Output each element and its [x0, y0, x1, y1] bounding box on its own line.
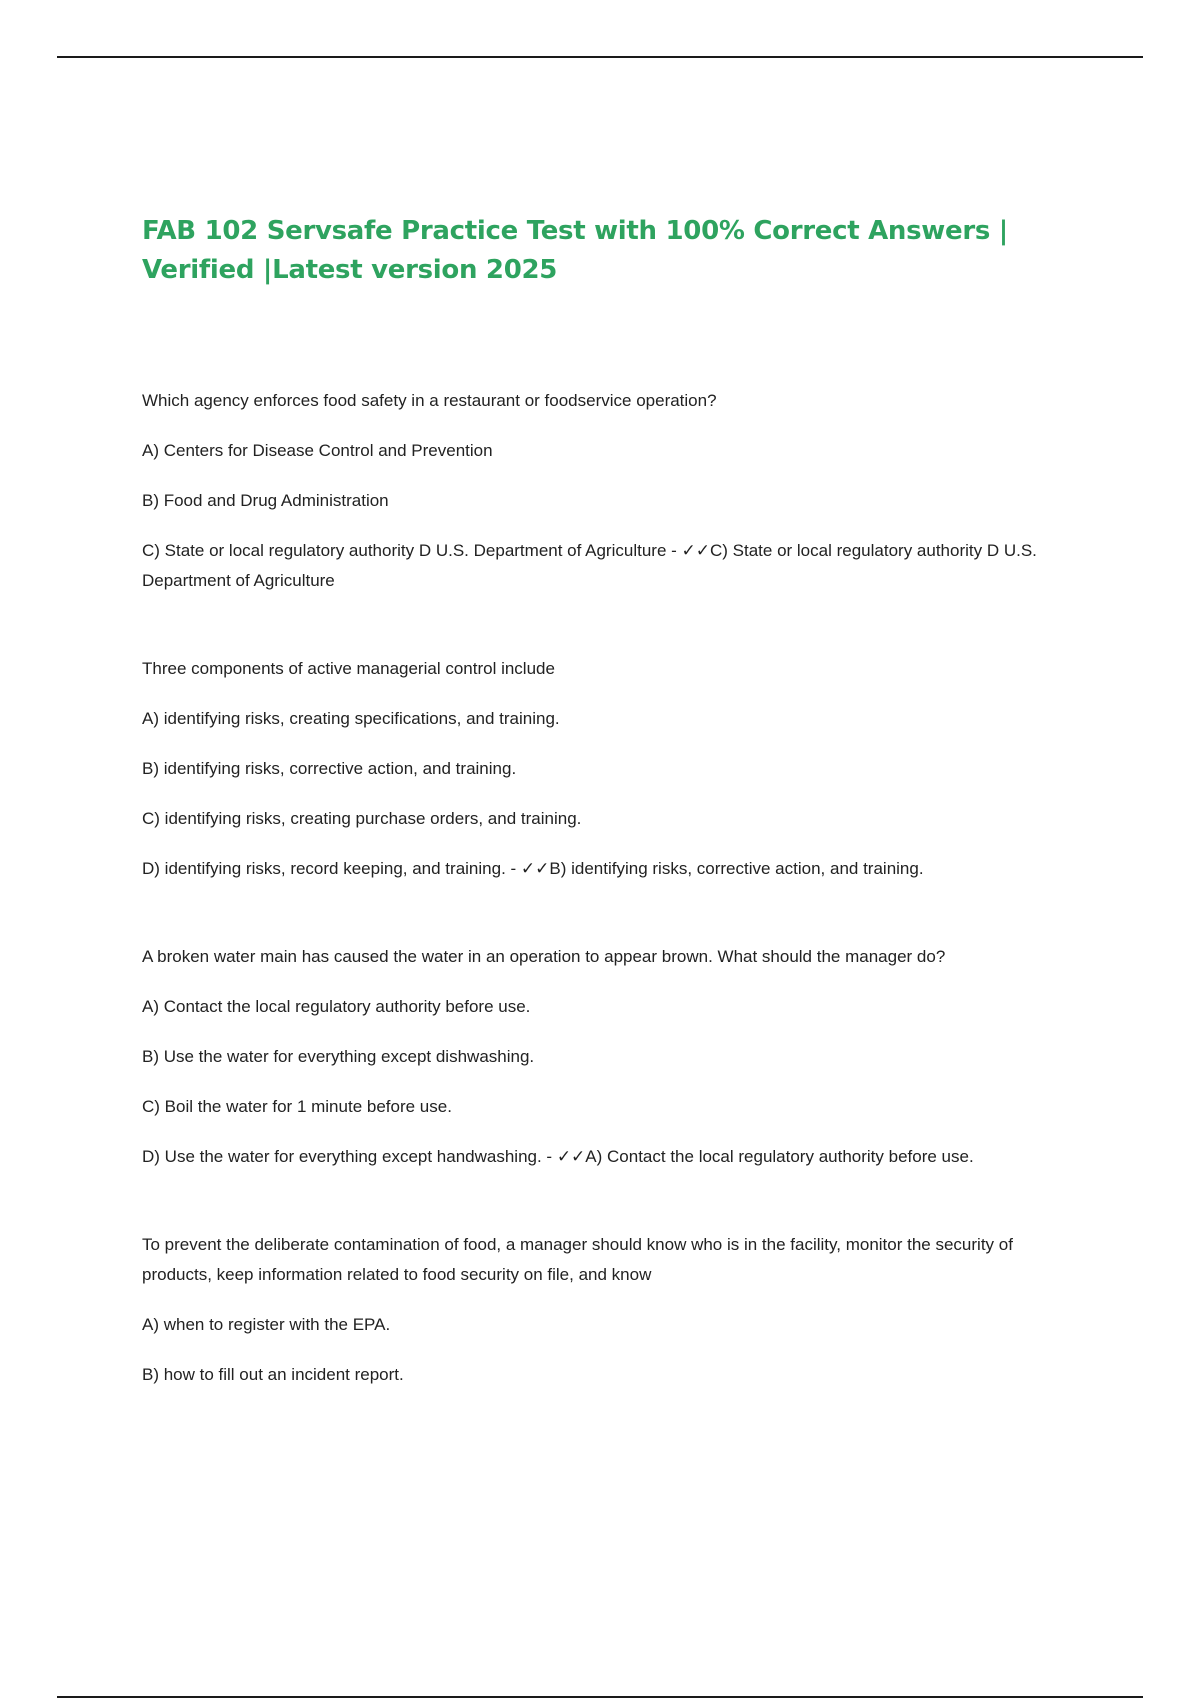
- answer-option: B) identifying risks, corrective action, and training.: [142, 759, 517, 778]
- header-rule: [57, 56, 1143, 58]
- question-text: Which agency enforces food safety in a restaurant or foodservice operation?: [142, 391, 717, 410]
- question-text: To prevent the deliberate contamination of food, a manager should know who is in the facility, monitor the security of products, keep information related to food security on file, and know: [142, 1235, 1013, 1284]
- answer-option: C) identifying risks, creating purchase orders, and training.: [142, 809, 582, 828]
- answer-option: B) Use the water for everything except dishwashing.: [142, 1047, 535, 1066]
- answer-option-with-answer: D) Use the water for everything except handwashing. - ✓✓A) Contact the local regulatory authority before use.: [142, 1147, 974, 1166]
- answer-option: A) Centers for Disease Control and Prevention: [142, 441, 493, 460]
- answer-option: A) when to register with the EPA.: [142, 1315, 391, 1334]
- question-text: Three components of active managerial control include: [142, 659, 555, 678]
- answer-option: A) identifying risks, creating specifications, and training.: [142, 709, 560, 728]
- document-title: FAB 102 Servsafe Practice Test with 100% Correct Answers | Verified |Latest version 2025: [142, 216, 1009, 285]
- question-2: [142, 654, 1062, 884]
- answer-option: B) how to fill out an incident report.: [142, 1365, 404, 1384]
- answer-option: C) Boil the water for 1 minute before use.: [142, 1097, 452, 1116]
- question-1: [142, 386, 1062, 596]
- answer-option: A) Contact the local regulatory authority before use.: [142, 997, 531, 1016]
- question-4: [142, 1230, 1062, 1390]
- question-3: [142, 942, 1062, 1172]
- answer-option: B) Food and Drug Administration: [142, 491, 389, 510]
- question-list: [142, 386, 1062, 1390]
- answer-option-with-answer: C) State or local regulatory authority D U.S. Department of Agriculture - ✓✓C) State or local regulatory authority D U.S. Department of Agriculture: [142, 541, 1037, 590]
- question-text: A broken water main has caused the water in an operation to appear brown. What should the manager do?: [142, 947, 946, 966]
- document-body: [142, 212, 1062, 1390]
- answer-option-with-answer: D) identifying risks, record keeping, and training. - ✓✓B) identifying risks, corrective action, and training.: [142, 859, 924, 878]
- footer-rule: [57, 1696, 1143, 1698]
